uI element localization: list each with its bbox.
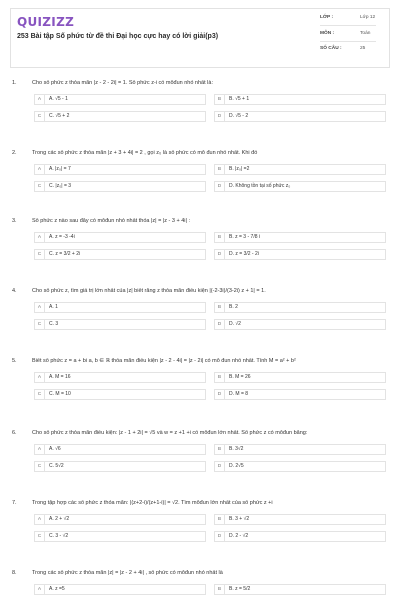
option-d[interactable] xyxy=(214,531,386,542)
option-text: B. 3√2 xyxy=(229,446,244,452)
option-text: D. Không tồn tại số phức z₀ xyxy=(229,183,291,189)
option-text: D. √5 - 2 xyxy=(229,113,249,119)
option-letter: D xyxy=(215,532,225,541)
option-letter: A xyxy=(35,95,45,104)
question-text: Cho số phức z thỏa mãn |z - 2 - 2i| = 1. Số phức z-i có môđun nhỏ nhất là: xyxy=(32,80,213,86)
option-c[interactable] xyxy=(34,531,206,542)
option-text: A. 2 + √2 xyxy=(49,516,70,522)
option-a[interactable] xyxy=(34,584,206,595)
question-text: Trong các số phức z thỏa mãn |z + 3 + 4i| = 2 , gọi z₀ là số phức có mô đun nhỏ nhất. Khi đó xyxy=(32,150,258,156)
option-text: A. |z₀| = 7 xyxy=(49,166,71,172)
meta-value: Lớp 12 xyxy=(360,15,376,20)
meta-key: MÔN : xyxy=(320,31,335,36)
option-letter: A xyxy=(35,165,45,174)
option-letter: C xyxy=(35,182,45,191)
meta-value: 25 xyxy=(360,46,366,51)
option-text: B. M = 26 xyxy=(229,374,251,380)
option-c[interactable] xyxy=(34,181,206,192)
option-text: B. z = 3 - 7/8 i xyxy=(229,234,260,240)
option-b[interactable] xyxy=(214,514,386,525)
option-text: D. M = 8 xyxy=(229,391,249,397)
option-d[interactable] xyxy=(214,389,386,400)
option-text: A. M = 16 xyxy=(49,374,71,380)
option-text: D. z = 3/2 - 2i xyxy=(229,251,259,257)
option-d[interactable] xyxy=(214,249,386,260)
option-a[interactable] xyxy=(34,514,206,525)
option-d[interactable] xyxy=(214,181,386,192)
option-letter: A xyxy=(35,303,45,312)
option-b[interactable] xyxy=(214,232,386,243)
option-c[interactable] xyxy=(34,111,206,122)
option-text: A. √6 xyxy=(49,446,61,452)
meta-key: SỐ CÂU : xyxy=(320,46,342,51)
option-letter: D xyxy=(215,250,225,259)
option-text: A. z =5 xyxy=(49,586,65,592)
option-d[interactable] xyxy=(214,111,386,122)
question-text: Trong tập hợp các số phức z thỏa mãn: |(z+2-i)/(z+1-i)| = √2. Tìm môđun lớn nhất của số phức z +i xyxy=(32,500,273,506)
option-text: C. √5 + 2 xyxy=(49,113,70,119)
option-text: B. 3 + √2 xyxy=(229,516,250,522)
option-c[interactable] xyxy=(34,389,206,400)
question-text: Cho số phức z, tìm giá trị lớn nhất của |z| biết rằng z thỏa mãn điều kiện |(-2-3i)/(3-2i) z + 1| = 1. xyxy=(32,288,266,294)
option-letter: C xyxy=(35,532,45,541)
option-a[interactable] xyxy=(34,164,206,175)
option-text: C. z = 3/2 + 2i xyxy=(49,251,81,257)
meta-value: Toán xyxy=(360,31,371,36)
option-letter: A xyxy=(35,445,45,454)
option-letter: B xyxy=(215,445,225,454)
option-letter: C xyxy=(35,390,45,399)
option-b[interactable] xyxy=(214,444,386,455)
option-text: D. 2√5 xyxy=(229,463,244,469)
option-letter: B xyxy=(215,515,225,524)
question-number: 8. xyxy=(12,570,17,576)
option-text: C. 3 - √2 xyxy=(49,533,69,539)
option-letter: C xyxy=(35,462,45,471)
option-b[interactable] xyxy=(214,94,386,105)
option-letter: D xyxy=(215,182,225,191)
document-title: 253 Bài tập Số phức từ đề thi Đại học cực hay có lời giải(p3) xyxy=(17,33,219,40)
option-text: B. |z₀| =2 xyxy=(229,166,250,172)
option-letter: B xyxy=(215,373,225,382)
option-b[interactable] xyxy=(214,372,386,383)
option-letter: D xyxy=(215,320,225,329)
option-text: B. 2 xyxy=(229,304,238,310)
option-a[interactable] xyxy=(34,94,206,105)
option-text: A. 1 xyxy=(49,304,58,310)
option-a[interactable] xyxy=(34,444,206,455)
option-text: C. |z₀| = 3 xyxy=(49,183,72,189)
question-number: 6. xyxy=(12,430,17,436)
question-number: 3. xyxy=(12,218,17,224)
option-text: A. z = -3 -4i xyxy=(49,234,75,240)
meta-divider xyxy=(320,25,376,26)
option-b[interactable] xyxy=(214,584,386,595)
option-a[interactable] xyxy=(34,302,206,313)
option-letter: B xyxy=(215,303,225,312)
option-d[interactable] xyxy=(214,461,386,472)
option-d[interactable] xyxy=(214,319,386,330)
option-letter: D xyxy=(215,390,225,399)
question-number: 7. xyxy=(12,500,17,506)
option-text: C. M = 10 xyxy=(49,391,71,397)
option-letter: B xyxy=(215,95,225,104)
option-text: B. z = 5/2 xyxy=(229,586,251,592)
question-number: 2. xyxy=(12,150,17,156)
option-letter: D xyxy=(215,462,225,471)
option-letter: C xyxy=(35,112,45,121)
question-number: 1. xyxy=(12,80,17,86)
meta-key: LỚP : xyxy=(320,15,334,20)
option-letter: B xyxy=(215,233,225,242)
option-a[interactable] xyxy=(34,372,206,383)
question-number: 4. xyxy=(12,288,17,294)
option-text: D. 2 - √2 xyxy=(229,533,249,539)
option-letter: B xyxy=(215,585,225,594)
option-letter: A xyxy=(35,585,45,594)
question-number: 5. xyxy=(12,358,17,364)
question-text: Số phức z nào sau đây có môđun nhỏ nhất thỏa |z| = |z - 3 + 4i| : xyxy=(32,218,190,224)
question-text: Biết số phức z = a + bi a, b ∈ ℝ thỏa mãn điều kiện |z - 2 - 4i| = |z - 2i| có mô đun nhỏ nhất. Tính M = a² + b² xyxy=(32,358,296,364)
meta-divider xyxy=(320,41,376,42)
option-letter: C xyxy=(35,250,45,259)
option-letter: A xyxy=(35,515,45,524)
option-letter: B xyxy=(215,165,225,174)
quizizz-logo: QUIZIZZ xyxy=(17,15,75,29)
option-text: A. √5 - 1 xyxy=(49,96,68,102)
option-c[interactable] xyxy=(34,249,206,260)
option-letter: C xyxy=(35,320,45,329)
option-letter: D xyxy=(215,112,225,121)
option-text: D. √2 xyxy=(229,321,241,327)
option-text: C. 5√2 xyxy=(49,463,64,469)
option-text: B. √5 + 1 xyxy=(229,96,250,102)
option-c[interactable] xyxy=(34,461,206,472)
option-b[interactable] xyxy=(214,302,386,313)
option-letter: A xyxy=(35,233,45,242)
option-a[interactable] xyxy=(34,232,206,243)
option-c[interactable] xyxy=(34,319,206,330)
question-text: Cho số phức z thỏa mãn điều kiện: |z - 1 + 2i| = √5 và w = z +1 +i có môđun lớn nhất. Số phức z có môđun bằng: xyxy=(32,430,308,436)
option-text: C. 3 xyxy=(49,321,59,327)
option-b[interactable] xyxy=(214,164,386,175)
option-letter: A xyxy=(35,373,45,382)
question-text: Trong các số phức z thỏa mãn |z| = |z - 2 + 4i| , số phức có môđun nhỏ nhất là xyxy=(32,570,223,576)
